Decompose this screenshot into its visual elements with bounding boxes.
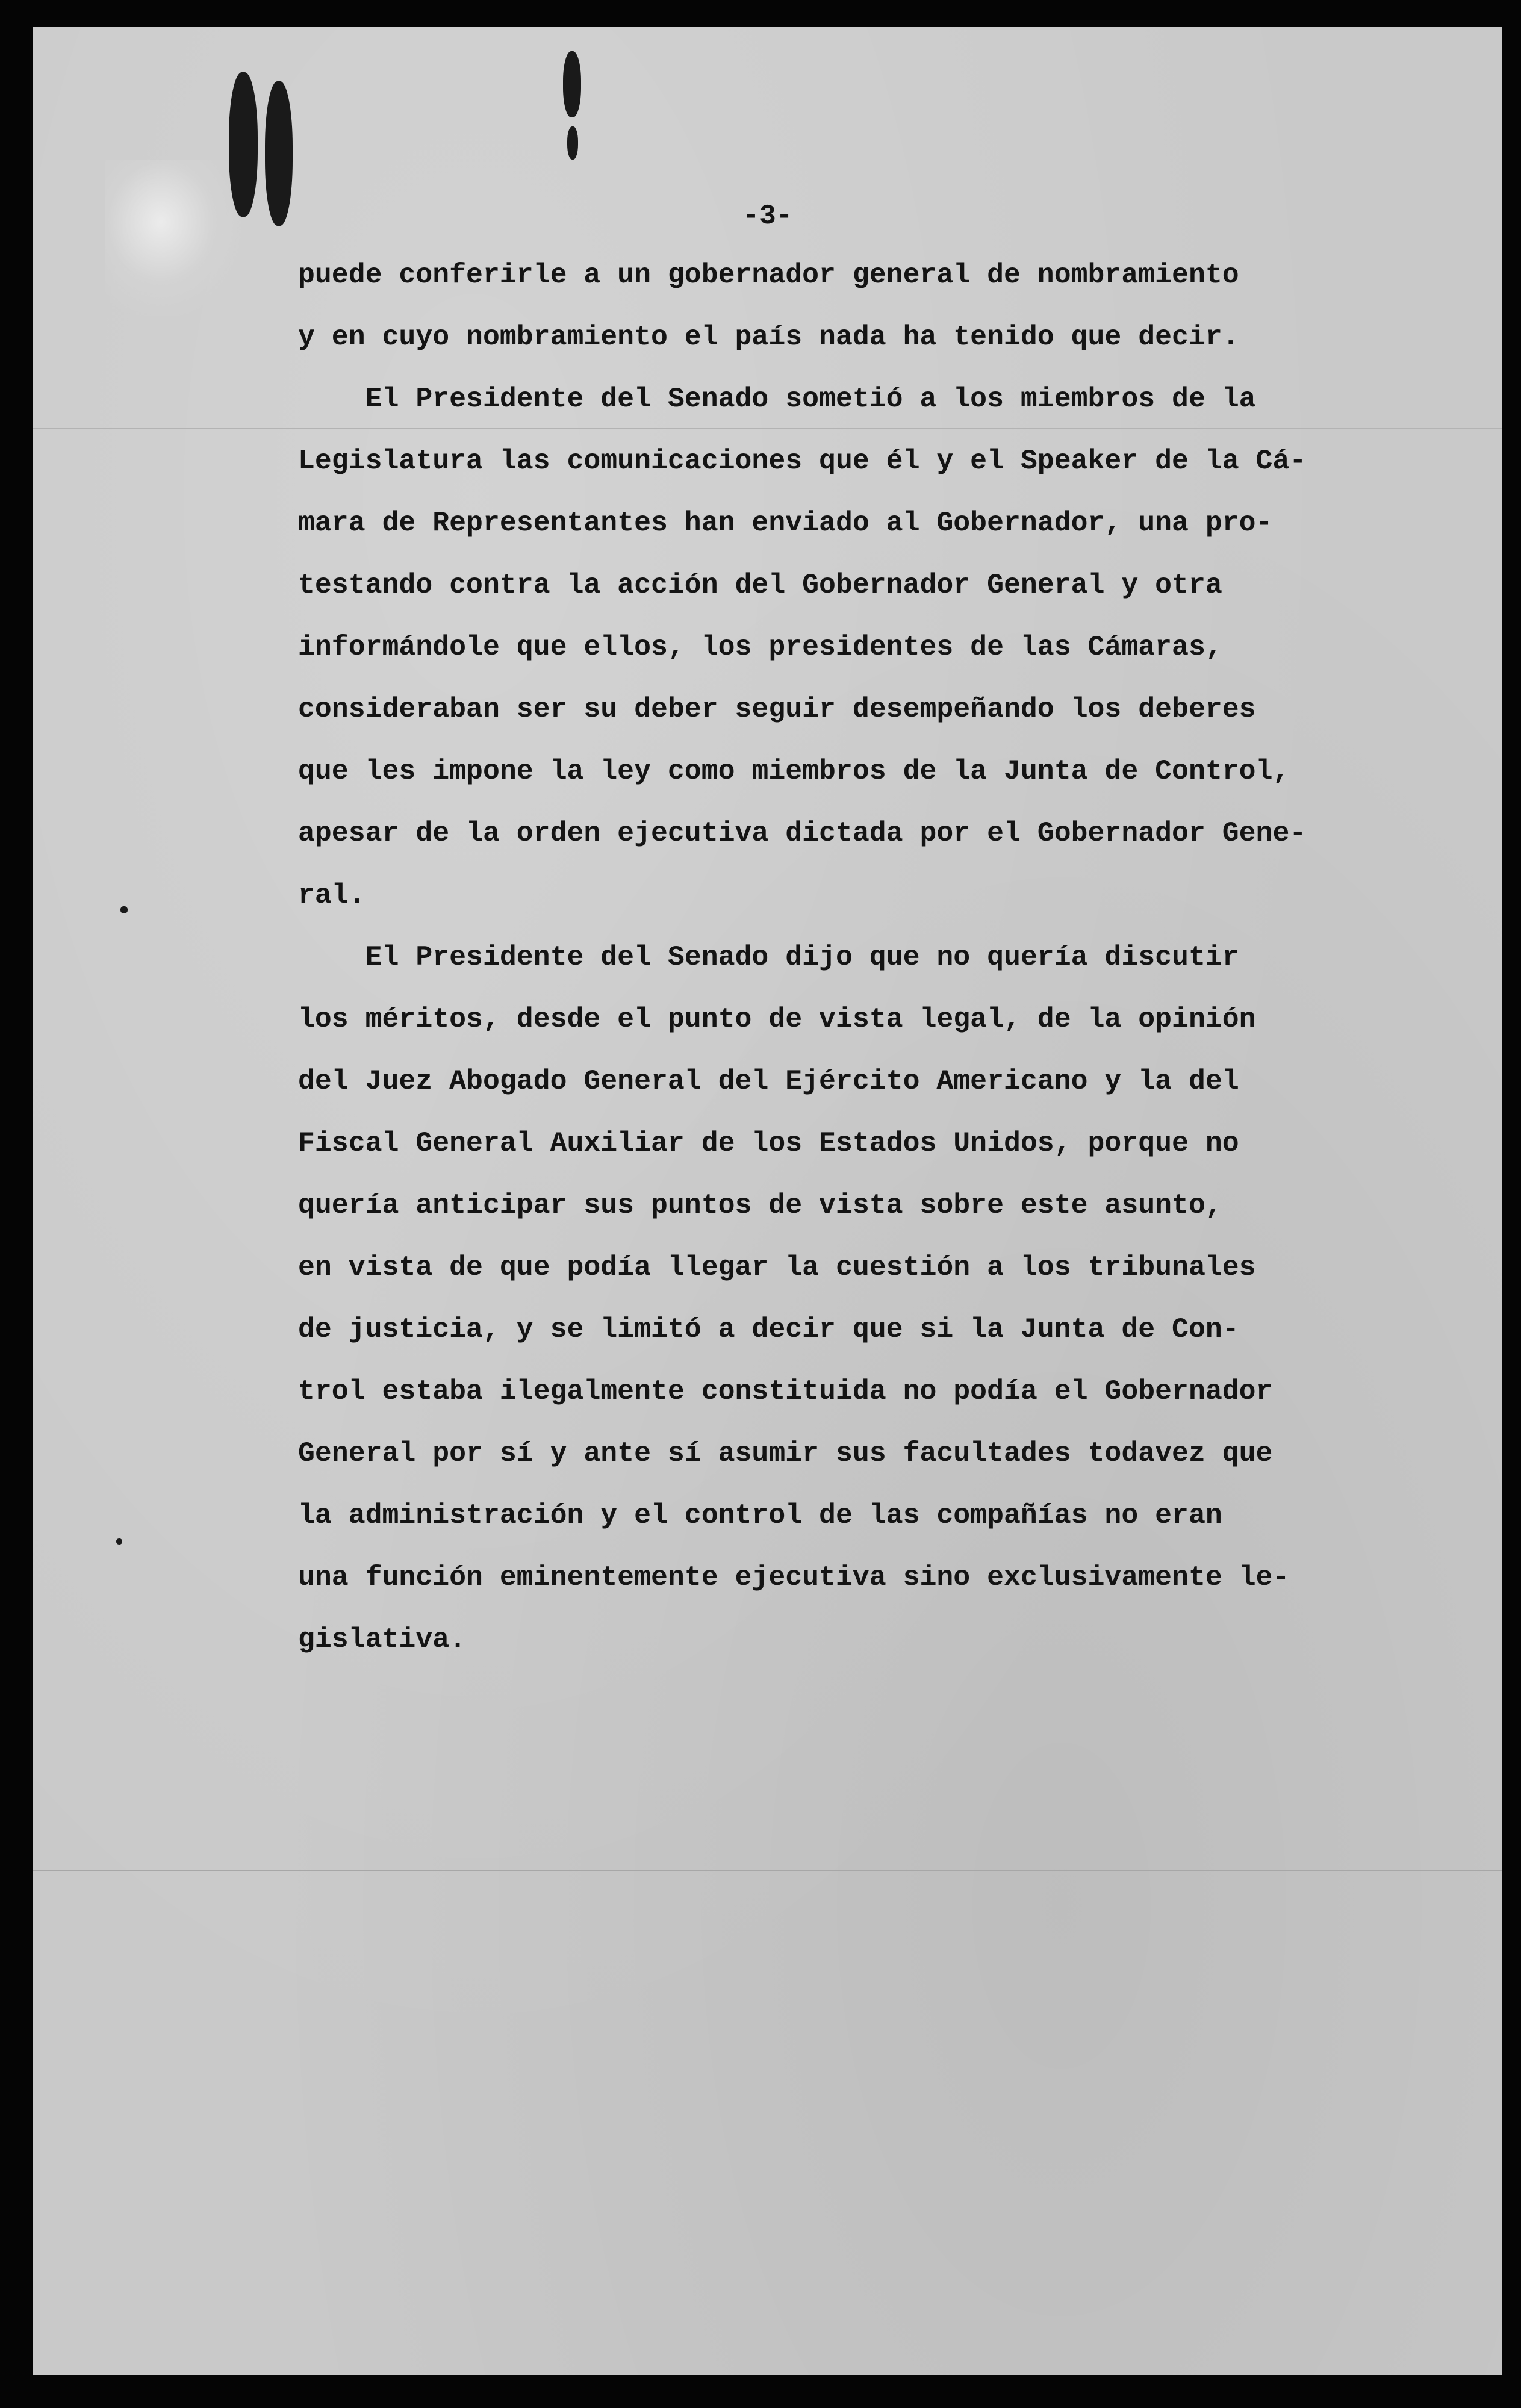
text-line: la administración y el control de las compañías no eran xyxy=(298,1499,1222,1531)
text-line: en vista de que podía llegar la cuestión a los tribunales xyxy=(298,1251,1256,1283)
text-line: Fiscal General Auxiliar de los Estados Unidos, porque no xyxy=(298,1127,1239,1159)
paper-scuff-mark xyxy=(105,160,244,316)
text-line: General por sí y ante sí asumir sus facultades todavez que xyxy=(298,1437,1273,1469)
text-line: los méritos, desde el punto de vista legal, de la opinión xyxy=(298,1003,1256,1035)
text-line: quería anticipar sus puntos de vista sobre este asunto, xyxy=(298,1189,1222,1221)
ink-blot-small-bottom xyxy=(567,126,578,160)
text-line: ral. xyxy=(298,879,365,911)
text-line: puede conferirle a un gobernador general de nombramiento xyxy=(298,259,1239,291)
text-line: El Presidente del Senado sometió a los miembros de la xyxy=(298,383,1256,415)
text-line: mara de Representantes han enviado al Gobernador, una pro- xyxy=(298,507,1273,539)
text-line: y en cuyo nombramiento el país nada ha tenido que decir. xyxy=(298,321,1239,353)
text-line: una función eminentemente ejecutiva sino exclusivamente le- xyxy=(298,1561,1290,1593)
document-page xyxy=(33,27,1502,2375)
text-line: informándole que ellos, los presidentes de las Cámaras, xyxy=(298,631,1222,663)
page-number: -3- xyxy=(742,201,793,232)
ink-speck-left-margin-lower xyxy=(116,1538,122,1545)
ink-blot-left xyxy=(229,72,258,217)
text-line: consideraban ser su deber seguir desempeñando los deberes xyxy=(298,693,1256,725)
text-line: El Presidente del Senado dijo que no quería discutir xyxy=(298,941,1239,973)
text-line: Legislatura las comunicaciones que él y el Speaker de la Cá- xyxy=(298,445,1307,477)
text-line: testando contra la acción del Gobernador General y otra xyxy=(298,569,1222,601)
ink-speck-left-margin xyxy=(120,906,128,913)
text-line: apesar de la orden ejecutiva dictada por el Gobernador Gene- xyxy=(298,817,1307,849)
text-line: del Juez Abogado General del Ejército Americano y la del xyxy=(298,1065,1239,1097)
page-fold-line-lower xyxy=(33,1870,1502,1871)
typed-body-text xyxy=(298,244,1406,1670)
ink-blot-small-top xyxy=(563,51,581,117)
text-line: trol estaba ilegalmente constituida no podía el Gobernador xyxy=(298,1375,1273,1407)
text-line: que les impone la ley como miembros de la Junta de Control, xyxy=(298,755,1290,787)
text-line: de justicia, y se limitó a decir que si la Junta de Con- xyxy=(298,1313,1239,1345)
text-line: gislativa. xyxy=(298,1623,467,1655)
